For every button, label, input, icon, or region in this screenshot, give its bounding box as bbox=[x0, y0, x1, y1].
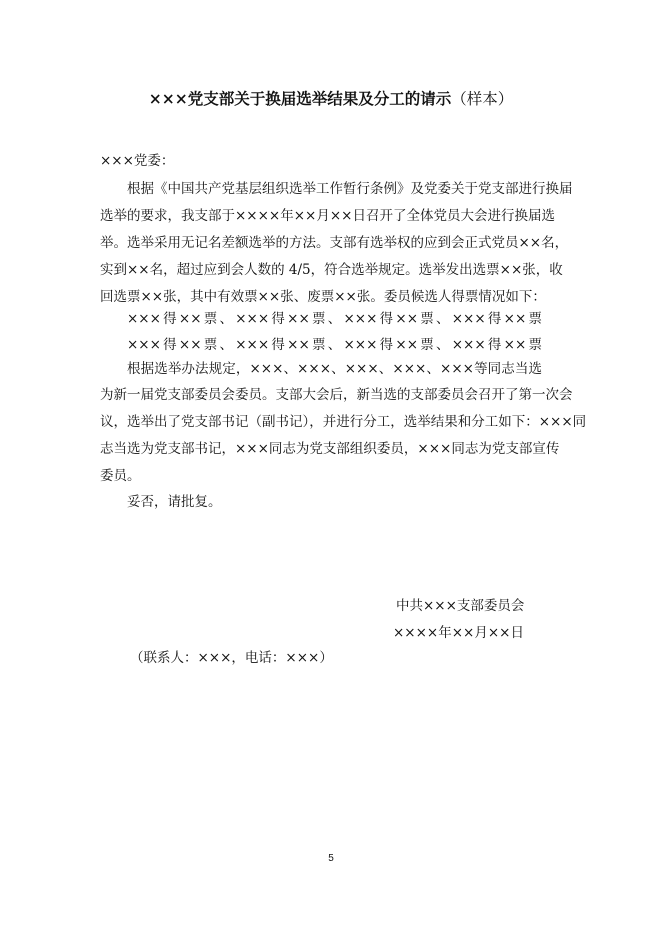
paragraph-1-line: 举。选举采用无记名差额选举的方法。支部有选举权的应到会正式党员××名， bbox=[100, 235, 569, 251]
paragraph-1-line: 根据《中国共产党基层组织选举工作暂行条例》及党委关于党支部进行换届 bbox=[127, 181, 573, 197]
paragraph-1-line: 选举的要求，我支部于××××年××月××日召开了全体党员大会进行换届选 bbox=[100, 208, 555, 224]
vote-line: ×××得××票、×××得××票、×××得××票、×××得××票 bbox=[127, 311, 542, 327]
salutation: ×××党委： bbox=[100, 153, 175, 169]
signature-organization: 中共×××支部委员会 bbox=[396, 598, 525, 614]
paragraph-1-line: 回选票××张，其中有效票××张、废票××张。委员候选人得票情况如下： bbox=[100, 289, 546, 305]
vote-line: ×××得××票、×××得××票、×××得××票、×××得××票 bbox=[127, 337, 542, 353]
paragraph-2-line: 根据选举办法规定，×××、×××、×××、×××、×××等同志当选 bbox=[127, 361, 542, 377]
document-title bbox=[0, 88, 662, 110]
title-main: ×××党支部关于换届选举结果及分工的请示 bbox=[148, 89, 452, 108]
signature-date: ××××年××月××日 bbox=[393, 625, 524, 641]
paragraph-2-line: 志当选为党支部书记，×××同志为党支部组织委员，×××同志为党支部宣传 bbox=[100, 441, 560, 457]
page-number: 5 bbox=[328, 853, 334, 864]
paragraph-2-line: 委员。 bbox=[100, 468, 141, 484]
contact-info: （联系人：×××，电话：×××） bbox=[130, 650, 333, 666]
paragraph-2-line: 为新一届党支部委员会委员。支部大会后，新当选的支部委员会召开了第一次会 bbox=[100, 387, 573, 403]
closing-request: 妥否，请批复。 bbox=[127, 494, 222, 510]
title-suffix: （样本） bbox=[451, 90, 514, 108]
paragraph-1-line: 实到××名，超过应到会人数的 4/5，符合选举规定。选举发出选票××张，收 bbox=[100, 262, 563, 278]
paragraph-2-line: 议，选举出了党支部书记（副书记），并进行分工，选举结果和分工如下：×××同 bbox=[100, 414, 587, 430]
